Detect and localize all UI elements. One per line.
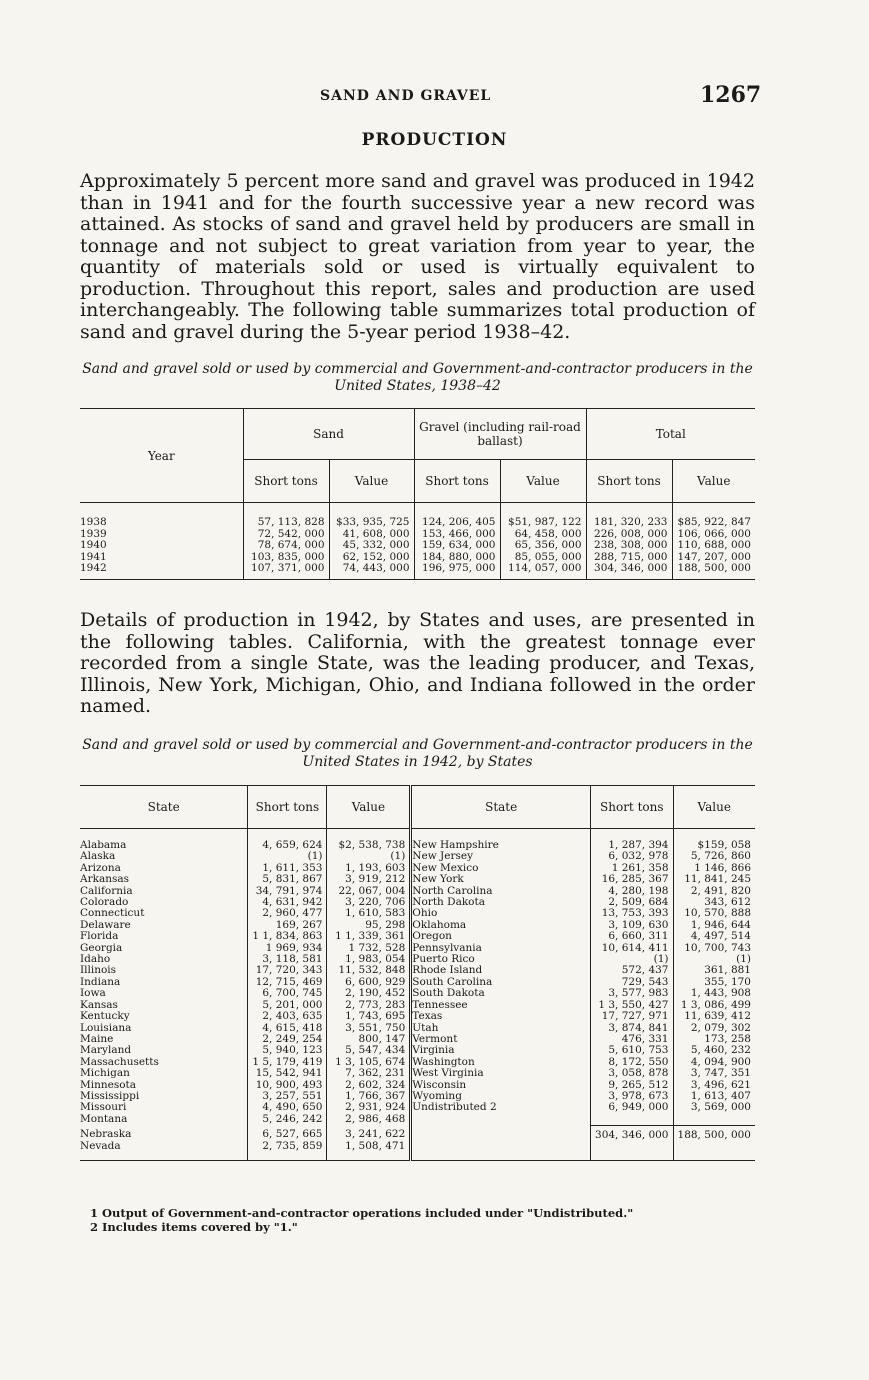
table-row — [80, 1068, 755, 1079]
short-tons-cell: 9, 265, 512 — [591, 1080, 673, 1091]
short-tons-cell: 2, 509, 684 — [591, 897, 673, 908]
empty-cell — [673, 1114, 755, 1125]
short-tons-cell: 15, 542, 941 — [248, 1068, 327, 1079]
sub-header: Value — [672, 460, 755, 503]
state-name: Arizona — [80, 863, 248, 874]
value-cell: 5, 547, 434 — [327, 1045, 411, 1056]
short-tons-cell: 1 5, 179, 419 — [248, 1057, 327, 1068]
value-cell: 159, 634, 000 — [414, 540, 500, 552]
short-tons-cell: 5, 610, 753 — [591, 1045, 673, 1056]
short-tons-cell: 2, 960, 477 — [248, 908, 327, 919]
short-tons-cell: 2, 403, 635 — [248, 1011, 327, 1022]
table-row — [80, 931, 755, 942]
short-tons-cell: 5, 940, 123 — [248, 1045, 327, 1056]
table-row — [80, 1045, 755, 1056]
value-cell: 5, 460, 232 — [690, 1044, 751, 1057]
value-cell: 10, 700, 743 — [684, 941, 751, 954]
value-cell: (1) — [736, 953, 751, 966]
value-cell: 184, 880, 000 — [414, 552, 500, 564]
table2-caption: Sand and gravel sold or used by commercial and Government-and-contractor producers in the United States in 1942, by States — [82, 737, 753, 770]
value-cell: 3, 919, 212 — [327, 874, 411, 885]
table-row — [80, 1125, 755, 1141]
value-cell: 4, 094, 900 — [690, 1055, 751, 1068]
sub-header: Short tons — [414, 460, 500, 503]
value-cell: 106, 066, 000 — [677, 527, 751, 540]
state-name: Missouri — [80, 1102, 248, 1113]
table-row — [80, 1141, 755, 1161]
page-number: 1267 — [700, 82, 762, 108]
state-name: North Carolina — [411, 886, 591, 897]
short-tons-cell: 6, 032, 978 — [591, 851, 673, 862]
short-tons-cell: (1) — [248, 851, 327, 862]
state-name: Florida — [80, 931, 248, 942]
value-cell: 3, 496, 621 — [690, 1078, 751, 1091]
short-tons-cell: 4, 631, 942 — [248, 897, 327, 908]
state-name: New York — [411, 874, 591, 885]
short-tons-cell: 5, 831, 867 — [248, 874, 327, 885]
table-row — [80, 1011, 755, 1022]
state-name: Texas — [411, 1011, 591, 1022]
value-cell: 57, 113, 828 — [243, 503, 329, 529]
value-cell: 173, 258 — [704, 1032, 751, 1045]
value-cell: 2, 079, 302 — [690, 1021, 751, 1034]
table-row — [80, 829, 755, 852]
state-name: Illinois — [80, 965, 248, 976]
short-tons-cell: 5, 246, 242 — [248, 1114, 327, 1125]
table-row — [80, 1102, 755, 1113]
state-name: Michigan — [80, 1068, 248, 1079]
value-cell: $85, 922, 847 — [677, 516, 751, 528]
value-cell: 5, 726, 860 — [690, 850, 751, 863]
value-cell: 181, 320, 233 — [586, 503, 672, 529]
value-cell: $51, 987, 122 — [500, 503, 586, 529]
value-cell: 6, 600, 929 — [327, 977, 411, 988]
value-cell: 800, 147 — [327, 1034, 411, 1045]
state-name: Ohio — [411, 908, 591, 919]
details-paragraph: Details of production in 1942, by States and uses, are presented in the following tables. California, with the greatest tonnage ever recorded from a single State, was the leading producer, and Texas, Illinois, New York, Michigan, Ohio, and Indiana followed in the order named. — [80, 609, 755, 717]
value-cell: 85, 055, 000 — [500, 552, 586, 564]
short-tons-cell: 8, 172, 550 — [591, 1057, 673, 1068]
state-name: Wisconsin — [411, 1080, 591, 1091]
value-cell: 1, 613, 407 — [690, 1089, 751, 1102]
short-tons-cell: 3, 978, 673 — [591, 1091, 673, 1102]
value-cell: 2, 602, 324 — [327, 1080, 411, 1091]
value-cell: 1, 610, 583 — [327, 908, 411, 919]
value-cell: 103, 835, 000 — [243, 552, 329, 564]
short-tons-cell: 2, 249, 254 — [248, 1034, 327, 1045]
value-cell: 1 732, 528 — [327, 943, 411, 954]
value-cell: 110, 688, 000 — [677, 539, 751, 551]
value-cell: 3, 241, 622 — [327, 1125, 411, 1141]
state-name: Nebraska — [80, 1125, 248, 1141]
state-name: Virginia — [411, 1045, 591, 1056]
short-tons-cell: 10, 900, 493 — [248, 1080, 327, 1091]
short-tons-cell: 13, 753, 393 — [591, 908, 673, 919]
value-cell: $159, 058 — [697, 839, 751, 851]
value-cell: 22, 067, 004 — [327, 886, 411, 897]
year-cell: 1938 — [80, 503, 243, 529]
year-cell: 1940 — [80, 540, 243, 552]
state-name: Undistributed 2 — [411, 1102, 591, 1113]
state-name: Maryland — [80, 1045, 248, 1056]
short-tons-cell: 4, 659, 624 — [248, 829, 327, 852]
value-cell: 288, 715, 000 — [586, 552, 672, 564]
empty-cell — [411, 1125, 591, 1141]
value-cell: 3, 551, 750 — [327, 1023, 411, 1034]
state-name: Utah — [411, 1023, 591, 1034]
value-cell: 1 146, 866 — [694, 861, 751, 874]
state-name: South Carolina — [411, 977, 591, 988]
value-cell: 10, 570, 888 — [684, 907, 751, 920]
value-cell: 361, 881 — [704, 964, 751, 977]
state-name: California — [80, 886, 248, 897]
state-name: Vermont — [411, 1034, 591, 1045]
total-header: Total — [586, 409, 755, 460]
value-cell: 41, 608, 000 — [329, 529, 414, 541]
state-name: Massachusetts — [80, 1057, 248, 1068]
state-name: Rhode Island — [411, 965, 591, 976]
value-cell: 3, 747, 351 — [690, 1067, 751, 1080]
state-name: West Virginia — [411, 1068, 591, 1079]
value-cell: 1, 946, 644 — [690, 918, 751, 931]
production-summary-table — [80, 408, 755, 580]
state-name: Oregon — [411, 931, 591, 942]
value-cell: 62, 152, 000 — [329, 552, 414, 564]
value-cell: 11, 532, 848 — [327, 965, 411, 976]
short-tons-cell: 3, 577, 983 — [591, 988, 673, 999]
sub-header: Short tons — [243, 460, 329, 503]
short-tons-cell: 3, 257, 551 — [248, 1091, 327, 1102]
value-cell: 147, 207, 000 — [677, 550, 751, 563]
value-cell: 74, 443, 000 — [329, 563, 414, 579]
short-tons-cell: 6, 949, 000 — [591, 1102, 673, 1113]
value-cell: (1) — [327, 851, 411, 862]
value-cell: 153, 466, 000 — [414, 529, 500, 541]
value-cell: 1, 743, 695 — [327, 1011, 411, 1022]
value-cell: 64, 458, 000 — [500, 529, 586, 541]
short-tons-cell: 1, 287, 394 — [591, 829, 673, 852]
state-name: Iowa — [80, 988, 248, 999]
value-cell: 2, 986, 468 — [327, 1114, 411, 1125]
table-row — [80, 1114, 755, 1125]
empty-cell — [673, 1141, 755, 1161]
running-header-title: SAND AND GRAVEL — [320, 88, 492, 104]
short-tons-cell: 17, 720, 343 — [248, 965, 327, 976]
state-name: Oklahoma — [411, 920, 591, 931]
short-tons-cell: 10, 614, 411 — [591, 943, 673, 954]
value-cell: 2, 491, 820 — [690, 884, 751, 897]
value-cell: 2, 773, 283 — [327, 1000, 411, 1011]
state-name: Arkansas — [80, 874, 248, 885]
state-name: New Jersey — [411, 851, 591, 862]
value-cell: $2, 538, 738 — [327, 829, 411, 852]
value-cell: 7, 362, 231 — [327, 1068, 411, 1079]
value-cell: 343, 612 — [704, 896, 751, 909]
empty-cell — [591, 1114, 673, 1125]
table-row — [80, 503, 755, 529]
short-tons-cell: 3, 874, 841 — [591, 1023, 673, 1034]
short-tons-cell: 4, 490, 650 — [248, 1102, 327, 1113]
intro-paragraph: Approximately 5 percent more sand and gravel was produced in 1942 than in 1941 and for the fourth successive year a new record was attained. As stocks of sand and gravel held by producers are small in tonnage and not subject to great variation from year to year, the quantity of materials sold or used is virtually equivalent to production. Throughout this report, sales and production are used interchangeably. The following table summarizes total production of sand and gravel during the 5-year period 1938–42. — [80, 170, 755, 343]
state-name: Colorado — [80, 897, 248, 908]
value-cell: 11, 841, 245 — [684, 873, 751, 886]
value-cell: $33, 935, 725 — [329, 503, 414, 529]
value-cell: 72, 542, 000 — [243, 529, 329, 541]
value-cell: 1, 508, 471 — [327, 1141, 411, 1161]
short-tons-cell: 6, 700, 745 — [248, 988, 327, 999]
state-name: Mississippi — [80, 1091, 248, 1102]
state-name: Minnesota — [80, 1080, 248, 1091]
table-row — [80, 874, 755, 885]
state-name: Washington — [411, 1057, 591, 1068]
short-tons-cell: 3, 058, 878 — [591, 1068, 673, 1079]
value-cell: 1 3, 105, 674 — [327, 1057, 411, 1068]
state-name: Alabama — [80, 829, 248, 852]
short-tons-cell: 6, 660, 311 — [591, 931, 673, 942]
value-cell: 3, 220, 706 — [327, 897, 411, 908]
value-cell: 11, 639, 412 — [684, 1010, 751, 1023]
short-tons-cell: 34, 791, 974 — [248, 886, 327, 897]
state-name: Georgia — [80, 943, 248, 954]
value-cell: 4, 497, 514 — [690, 930, 751, 943]
gravel-header: Gravel (including rail-road ballast) — [414, 409, 586, 460]
state-header: State — [411, 786, 591, 829]
short-tons-cell: 476, 331 — [591, 1034, 673, 1045]
short-tons-cell: 1 261, 358 — [591, 863, 673, 874]
value-cell: 2, 190, 452 — [327, 988, 411, 999]
total-short-tons: 304, 346, 000 — [591, 1125, 673, 1141]
value-cell: 1 1, 339, 361 — [327, 931, 411, 942]
value-cell: 124, 206, 405 — [414, 503, 500, 529]
short-tons-cell: 3, 118, 581 — [248, 954, 327, 965]
short-tons-cell: 2, 735, 859 — [248, 1141, 327, 1161]
footnote-2: 2 Includes items covered by "1." — [90, 1220, 298, 1234]
short-tons-cell: 572, 437 — [591, 965, 673, 976]
short-tons-cell: 6, 527, 665 — [248, 1125, 327, 1141]
value-cell: 226, 008, 000 — [586, 529, 672, 541]
short-tons-cell: 1 969, 934 — [248, 943, 327, 954]
table-row — [80, 988, 755, 999]
state-name: South Dakota — [411, 988, 591, 999]
total-value: 188, 500, 000 — [673, 1125, 755, 1141]
short-tons-header: Short tons — [248, 786, 327, 829]
section-heading: PRODUCTION — [361, 130, 508, 150]
short-tons-cell: 4, 615, 418 — [248, 1023, 327, 1034]
value-cell: 2, 931, 924 — [327, 1102, 411, 1113]
state-name: New Hampshire — [411, 829, 591, 852]
sub-header: Short tons — [586, 460, 672, 503]
state-name: Idaho — [80, 954, 248, 965]
short-tons-cell: 17, 727, 971 — [591, 1011, 673, 1022]
sub-header: Value — [500, 460, 586, 503]
state-name: Montana — [80, 1114, 248, 1125]
value-cell: 355, 170 — [704, 975, 751, 988]
value-cell: 95, 298 — [327, 920, 411, 931]
sand-header: Sand — [243, 409, 414, 460]
value-cell: 1, 443, 908 — [690, 987, 751, 1000]
short-tons-cell: 16, 285, 367 — [591, 874, 673, 885]
short-tons-cell: 1, 611, 353 — [248, 863, 327, 874]
year-cell: 1942 — [80, 563, 243, 579]
value-cell: 238, 308, 000 — [586, 540, 672, 552]
short-tons-cell: 12, 715, 469 — [248, 977, 327, 988]
sub-header: Value — [329, 460, 414, 503]
value-header: Value — [673, 786, 755, 829]
short-tons-cell: (1) — [591, 954, 673, 965]
short-tons-cell: 729, 543 — [591, 977, 673, 988]
state-name: Alaska — [80, 851, 248, 862]
state-name: Indiana — [80, 977, 248, 988]
footnote-1: 1 Output of Government-and-contractor operations included under "Undistributed." — [90, 1206, 634, 1220]
value-cell: 1, 983, 054 — [327, 954, 411, 965]
table-row — [80, 540, 755, 552]
table-row — [80, 563, 755, 579]
short-tons-cell: 169, 267 — [248, 920, 327, 931]
value-cell: 114, 057, 000 — [500, 563, 586, 579]
states-table — [80, 785, 755, 1161]
state-name: Wyoming — [411, 1091, 591, 1102]
value-header: Value — [327, 786, 411, 829]
state-name: Tennessee — [411, 1000, 591, 1011]
state-name: Kansas — [80, 1000, 248, 1011]
value-cell: 107, 371, 000 — [243, 563, 329, 579]
value-cell: 1, 766, 367 — [327, 1091, 411, 1102]
value-cell: 45, 332, 000 — [329, 540, 414, 552]
empty-cell — [411, 1114, 591, 1125]
year-header: Year — [80, 409, 243, 503]
state-name: Puerto Rico — [411, 954, 591, 965]
short-tons-cell: 3, 109, 630 — [591, 920, 673, 931]
short-tons-cell: 1 1, 834, 863 — [248, 931, 327, 942]
state-name: Nevada — [80, 1141, 248, 1161]
state-name: Pennsylvania — [411, 943, 591, 954]
empty-cell — [591, 1141, 673, 1161]
year-cell: 1939 — [80, 529, 243, 541]
state-name: Delaware — [80, 920, 248, 931]
value-cell: 65, 356, 000 — [500, 540, 586, 552]
value-cell: 188, 500, 000 — [672, 563, 755, 579]
state-name: New Mexico — [411, 863, 591, 874]
value-cell: 304, 346, 000 — [586, 563, 672, 579]
value-cell: 78, 674, 000 — [243, 540, 329, 552]
value-cell: 1 3, 086, 499 — [680, 998, 751, 1011]
value-cell: 3, 569, 000 — [690, 1101, 751, 1114]
short-tons-header: Short tons — [591, 786, 673, 829]
state-name: North Dakota — [411, 897, 591, 908]
short-tons-cell: 1 3, 550, 427 — [591, 1000, 673, 1011]
state-name: Kentucky — [80, 1011, 248, 1022]
short-tons-cell: 4, 280, 198 — [591, 886, 673, 897]
state-name: Connecticut — [80, 908, 248, 919]
value-cell: 196, 975, 000 — [414, 563, 500, 579]
state-header: State — [80, 786, 248, 829]
state-name: Maine — [80, 1034, 248, 1045]
table1-caption: Sand and gravel sold or used by commercial and Government-and-contractor producers in the United States, 1938–42 — [82, 361, 753, 394]
empty-cell — [411, 1141, 591, 1161]
state-name: Louisiana — [80, 1023, 248, 1034]
short-tons-cell: 5, 201, 000 — [248, 1000, 327, 1011]
year-cell: 1941 — [80, 552, 243, 564]
value-cell: 1, 193, 603 — [327, 863, 411, 874]
